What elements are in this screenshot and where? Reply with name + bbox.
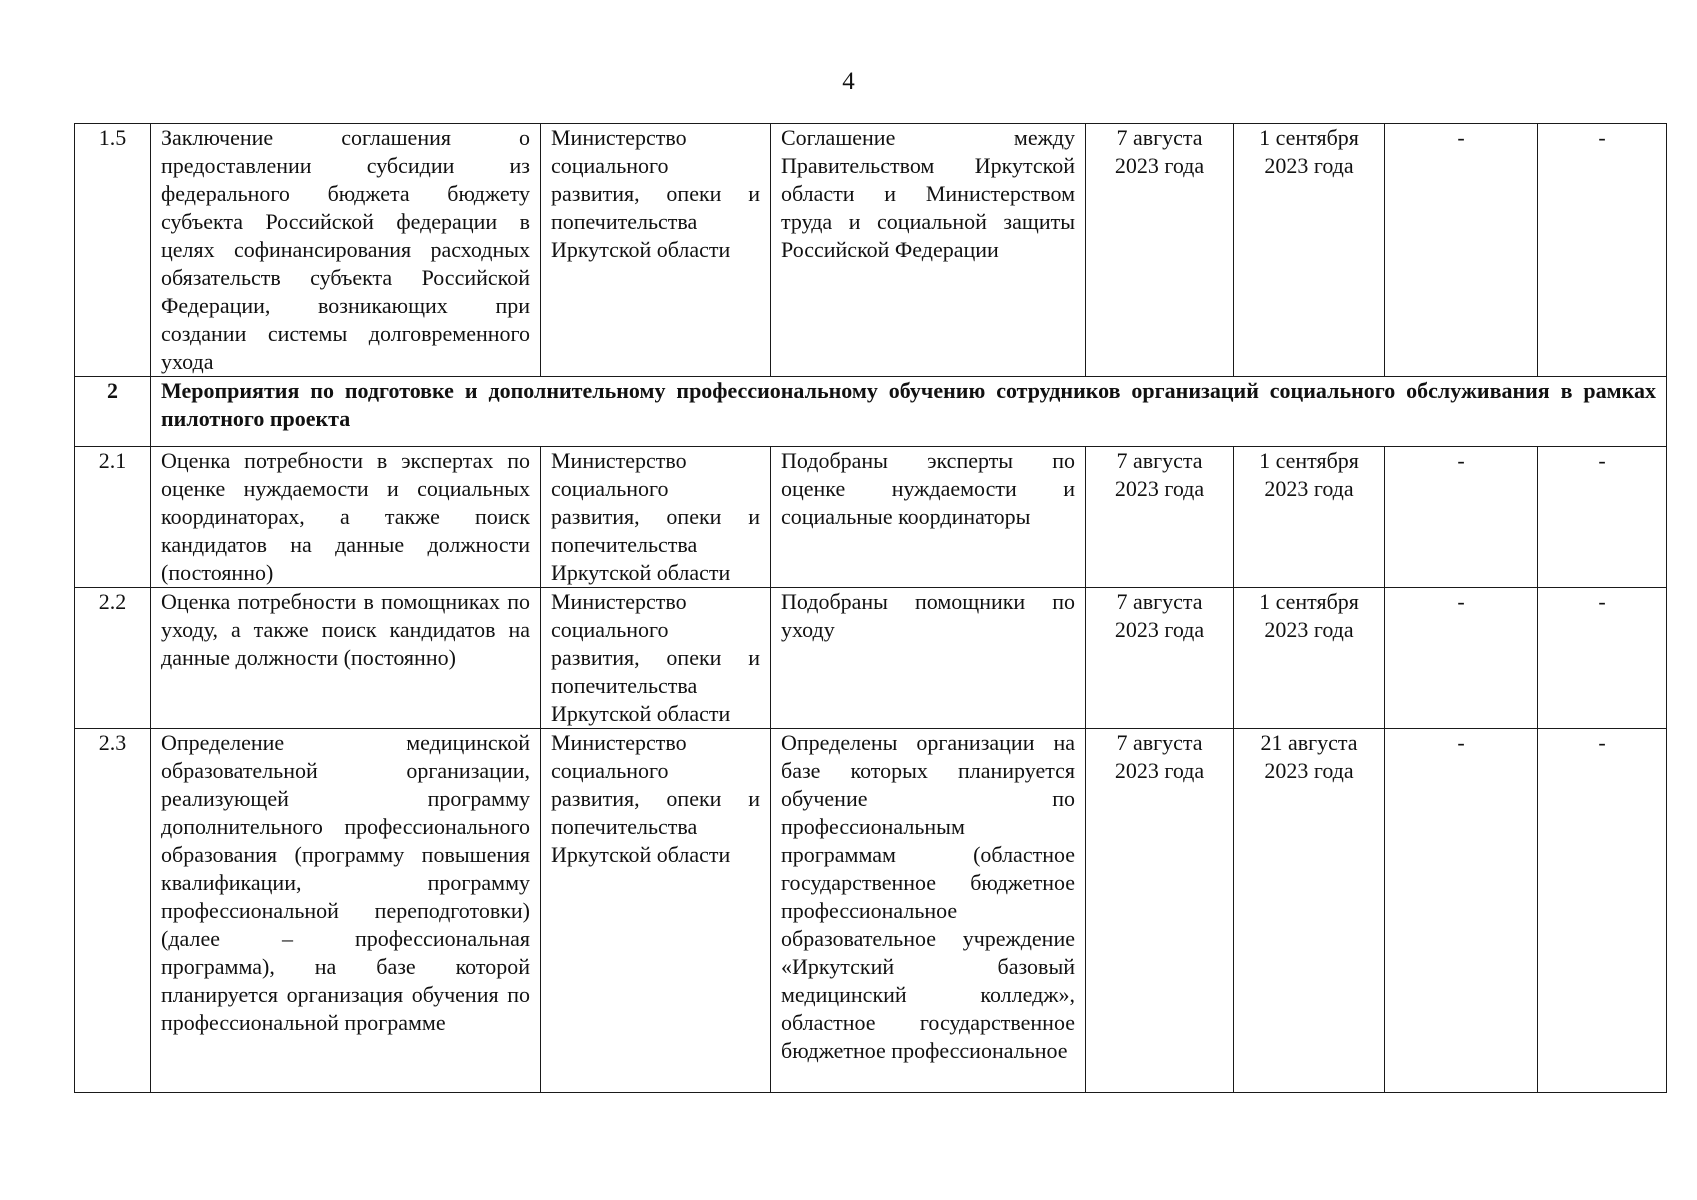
row-number: 2.2 — [75, 588, 151, 729]
event-cell: Оценка потребности в помощниках по уходу, а также поиск кандидатов на данные должности (постоянно) — [151, 588, 541, 729]
dash-cell: - — [1538, 588, 1667, 729]
start-date-cell: 7 августа 2023 года — [1086, 124, 1234, 377]
section-title: Мероприятия по подготовке и дополнительному профессиональному обучению сотрудников организаций социального обслуживания в рамках пилотного проекта — [151, 377, 1667, 447]
result-cell: Подобраны эксперты по оценке нуждаемости и социальные координаторы — [771, 447, 1086, 588]
responsible-cell: Министерство социального развития, опеки и попечительства Иркутской области — [541, 588, 771, 729]
responsible-cell: Министерство социального развития, опеки и попечительства Иркутской области — [541, 447, 771, 588]
event-cell: Заключение соглашения о предоставлении субсидии из федерального бюджета бюджету субъекта Российской федерации в целях софинансирования расходных обязательств субъекта Российской Федерации, возникающих при создании системы долговременного ухода — [151, 124, 541, 377]
start-date-cell: 7 августа 2023 года — [1086, 588, 1234, 729]
result-cell: Определены организации на базе которых планируется обучение по профессиональным программам (областное государственное бюджетное профессиональное образовательное учреждение «Иркутский базовый медицинский колледж», областное государственное бюджетное профессиональное — [771, 729, 1086, 1093]
end-date-cell: 1 сентября 2023 года — [1234, 124, 1385, 377]
dash-cell: - — [1385, 124, 1538, 377]
responsible-cell: Министерство социального развития, опеки и попечительства Иркутской области — [541, 124, 771, 377]
result-cell: Соглашение между Правительством Иркутской области и Министерством труда и социальной защиты Российской Федерации — [771, 124, 1086, 377]
dash-cell: - — [1538, 729, 1667, 1093]
page-number: 4 — [842, 68, 855, 95]
section-row — [75, 377, 1667, 447]
responsible-cell: Министерство социального развития, опеки и попечительства Иркутской области — [541, 729, 771, 1093]
dash-cell: - — [1538, 447, 1667, 588]
table-row — [75, 447, 1667, 588]
table-row — [75, 124, 1667, 377]
end-date-cell: 1 сентября 2023 года — [1234, 588, 1385, 729]
event-cell: Определение медицинской образовательной организации, реализующей программу дополнительного профессионального образования (программу повышения квалификации, программу профессиональной переподготовки) (далее – профессиональная программа), на базе которой планируется организация обучения по профессиональной программе — [151, 729, 541, 1093]
dash-cell: - — [1385, 588, 1538, 729]
table-row — [75, 588, 1667, 729]
table-row — [75, 729, 1667, 1093]
result-cell: Подобраны помощники по уходу — [771, 588, 1086, 729]
dash-cell: - — [1385, 729, 1538, 1093]
dash-cell: - — [1385, 447, 1538, 588]
row-number: 1.5 — [75, 124, 151, 377]
event-cell: Оценка потребности в экспертах по оценке нуждаемости и социальных координаторах, а также поиск кандидатов на данные должности (постоянно) — [151, 447, 541, 588]
row-number: 2.1 — [75, 447, 151, 588]
start-date-cell: 7 августа 2023 года — [1086, 729, 1234, 1093]
activity-plan-table — [74, 123, 1667, 1093]
dash-cell: - — [1538, 124, 1667, 377]
section-number: 2 — [75, 377, 151, 447]
end-date-cell: 21 августа 2023 года — [1234, 729, 1385, 1093]
start-date-cell: 7 августа 2023 года — [1086, 447, 1234, 588]
row-number: 2.3 — [75, 729, 151, 1093]
end-date-cell: 1 сентября 2023 года — [1234, 447, 1385, 588]
